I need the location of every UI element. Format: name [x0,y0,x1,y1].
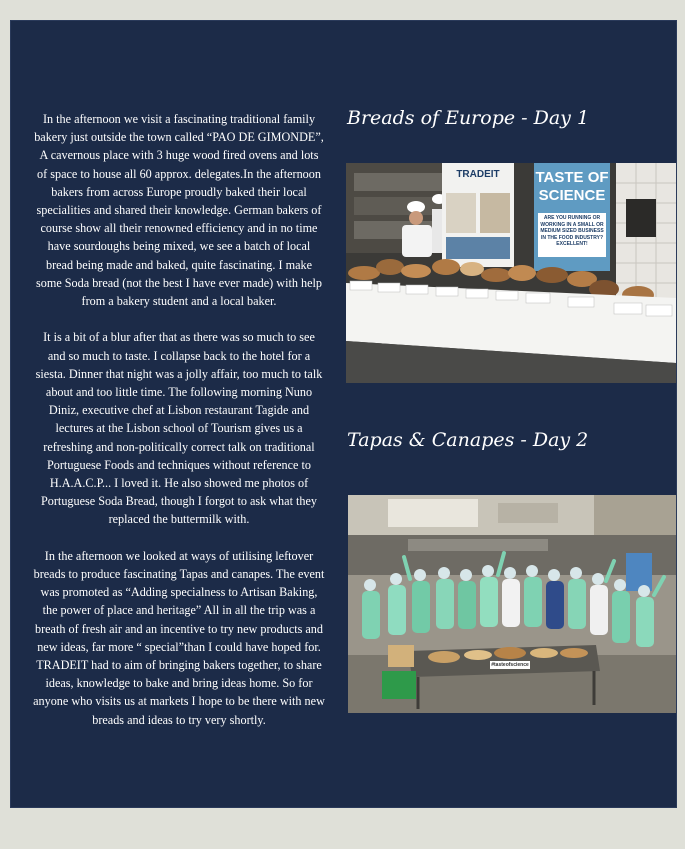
paragraph-tapas: In the afternoon we looked at ways of utilising leftover breads to produce fascinating Tapas and canapes. The event was promoted as “Adding specialness to Artisan Baking, the power of place and heritage” All in all the trip was a breath of fresh air and an incentive to try new products and new ideas, far more “ special”than I could have hoped for. TRADEIT had to aim of bringing bakers together, to share ideas, knowledge to bake and bring ideas home. So for anyone who visits us at markets I hope to be there with new breads and ideas to try very shortly. [33,548,325,727]
taste-of-science-sign-line-1: TASTE OF [535,169,609,186]
bakery-photo-illustration [346,163,676,383]
group-photo-illustration [348,495,676,713]
paragraph-lisbon-talk: It is a bit of a blur after that as there was so much to see and so much to taste. I collapse back to the hotel for a siesta. Dinner that night was a jolly affair, too much to talk about and too little time. The following morning Nuno Diniz, executive chef at Lisbon restaurant Tagide and lectures at the Lisbon school of Tourism gives us a refreshing and non-politically correct talk on traditional Portuguese Foods and techniques without reference to H.A.A.C.P... I loved it. He also showed me photos of Portuguese Soda Bread, though I forgot to ask what they replaced the buttermilk with. [35,330,323,527]
photo-breads-of-europe [346,163,676,383]
heading-day-2: Tapas & Canapes - Day 2 [347,429,589,451]
photo-tapas-and-canapes [348,495,676,713]
heading-day-1: Breads of Europe - Day 1 [347,107,590,129]
article-body [33,110,325,747]
taste-of-science-sign-question: ARE YOU RUNNING OR WORKING IN A SMALL OR MEDIUM SIZED BUSINESS IN THE FOOD INDUSTRY? EXCELLENT! [540,215,604,247]
content-panel [10,20,677,808]
paragraph-bakery-visit: In the afternoon we visit a fascinating traditional family bakery just outside the town called “PAO DE GIMONDE”, A cavernous place with 3 huge wood fired ovens and lots of space to house all 60 approx. delegates.In the afternoon bakers from across Europe proudly baked their local specialities and shared their knowledge. German bakers of course show all their renowned efficiency and in no time have sourdoughs being mixed, we see a batch of local bread being made and baked, quite fascinating. I make some Soda bread (not the best I have ever made) with help from a bakery student and a local baker. [34,112,324,309]
taste-of-science-sign-line-2: SCIENCE [538,187,606,204]
hashtag-sign: #tasteofscience [491,662,529,668]
tradeit-sign: TRADEIT [456,169,500,180]
